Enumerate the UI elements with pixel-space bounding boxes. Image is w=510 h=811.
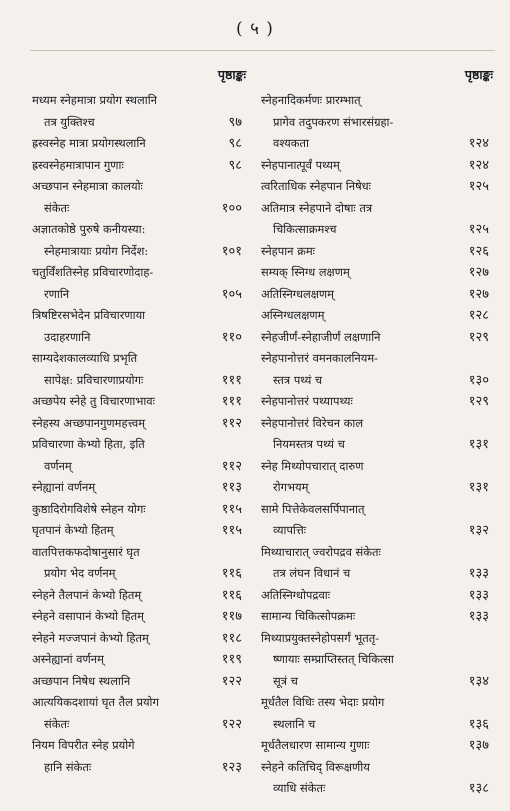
entry-title-continued: स्नेहमात्रायाः प्रयोग निर्देश: <box>44 243 149 258</box>
entry-page-number: ९८ <box>228 157 242 173</box>
entry-title: प्रविचारणा केभ्यो हिता, इति <box>32 437 145 451</box>
toc-entry <box>261 606 493 628</box>
entry-title-continued: रोगभयम् <box>273 480 309 494</box>
toc-entry <box>261 628 493 693</box>
entry-title-continued: रणानि <box>44 286 70 301</box>
toc-entry <box>261 262 493 284</box>
column-header: पृष्ठाङ्कः <box>464 67 493 82</box>
entry-page-number: १२९ <box>468 329 489 345</box>
toc-entry <box>32 391 246 413</box>
entry-title-continued: उदाहरणानि <box>44 329 91 344</box>
entry-title: नियम विपरीत स्नेह प्रयोगे <box>32 738 135 752</box>
entry-title: अच्छपान स्नेहमात्रा कालयोः <box>32 179 143 193</box>
entry-page-number: १२४ <box>468 136 489 151</box>
toc-entry <box>261 542 493 585</box>
entry-title-continued: वश्यकता <box>273 136 309 150</box>
entry-page-number: ११८ <box>221 630 242 646</box>
entry-page-number: १२५ <box>468 222 489 237</box>
entry-title-continued: सूत्रं च <box>273 673 298 688</box>
entry-page-number: १२८ <box>468 308 489 323</box>
entry-title-continued: चिकित्साक्रमश्च <box>273 222 337 236</box>
entry-title-continued: ष्णायाः सम्प्राप्तिस्तत् चिकित्सा <box>273 652 394 666</box>
entry-page-number: १३० <box>468 372 489 388</box>
toc-entry <box>32 606 246 628</box>
entry-title: मिथ्याप्रयुक्तस्नेहोपसर्गं भूततृ- <box>261 630 380 645</box>
toc-entry <box>261 241 493 263</box>
toc-entry <box>32 413 246 435</box>
entry-title: सामान्य चिकित्सोपक्रमः <box>261 609 356 623</box>
toc-entry <box>32 219 246 262</box>
entry-title: त्रिषष्टिरसभेदेन प्रविचारणाया <box>32 308 146 322</box>
toc-entry <box>32 585 246 607</box>
entry-title: स्नेहस्य अच्छपानगुणमहत्त्वम् <box>32 415 146 430</box>
entry-title: स्नेहपानोत्तरं पथ्यापथ्यः <box>261 394 353 408</box>
toc-entry <box>32 348 246 391</box>
entry-title: स्नेहपानात्पूर्वं पथ्यम् <box>261 157 340 172</box>
entry-title-continued: तत्र लंघन विधानं च <box>273 566 351 580</box>
entry-title: स्नेह मिथ्योपचारात् दारुण <box>261 458 364 473</box>
entry-title: अज्ञातकोष्ठे पुरुषे कनीयस्या: <box>32 222 146 236</box>
entry-title: अस्निग्धलक्षणम् <box>261 308 325 322</box>
toc-entry <box>261 327 493 349</box>
entry-title: कुष्ठादिरोगविशेषे स्नेहन योगः <box>32 501 146 516</box>
page-number: ( ५ ) <box>236 19 274 39</box>
entry-page-number: १२२ <box>221 673 242 689</box>
toc-entry <box>261 757 493 800</box>
entry-page-number: १३७ <box>468 738 489 753</box>
entry-title: स्नेहने वसापानं केभ्यो हितम् <box>32 609 144 623</box>
entry-page-number: १३३ <box>468 609 489 624</box>
entry-page-number: १२७ <box>468 265 489 280</box>
entry-page-number: १२२ <box>221 716 242 732</box>
entry-title: आत्ययिकदशायां घृत तैल प्रयोग <box>32 695 159 709</box>
entry-page-number: १३६ <box>468 716 489 732</box>
entry-title: अच्छपान निषेध स्थलानि <box>32 673 131 688</box>
entry-title-continued: नियमस्तत्र पथ्यं च <box>273 437 345 451</box>
toc-entry <box>32 671 246 693</box>
toc-entry <box>32 262 246 305</box>
entry-page-number: ११२ <box>221 415 242 431</box>
entry-page-number: ११५ <box>221 523 242 538</box>
entry-page-number: ११६ <box>221 587 242 603</box>
entry-page-number: ११६ <box>221 566 242 581</box>
entry-title-continued: हानि संकेतः <box>44 759 92 774</box>
toc-entry <box>261 585 493 607</box>
entry-title: मूर्धतैलधारण सामान्य गुणाः <box>261 738 370 752</box>
column-header: पृष्ठाङ्कः <box>217 67 246 82</box>
toc-entry <box>32 628 246 650</box>
entry-title-continued: संकेतः <box>44 200 70 215</box>
entry-page-number: १३८ <box>468 781 489 796</box>
entry-title-continued: सापेक्ष: प्रविचारणाप्रयोगः <box>44 372 144 387</box>
toc-entry <box>32 649 246 671</box>
entry-page-number: १३४ <box>468 673 489 689</box>
toc-entry <box>261 413 493 456</box>
entry-title: ह्रस्वस्नेह मात्रा प्रयोगस्थलानि <box>32 136 146 150</box>
entry-page-number: १२६ <box>468 243 489 259</box>
entry-title-continued: वर्णनम् <box>44 458 72 473</box>
entry-page-number: १२५ <box>468 179 489 194</box>
entry-page-number: ११७ <box>221 609 242 624</box>
entry-page-number: १२४ <box>468 157 489 173</box>
toc-entry <box>261 90 493 155</box>
toc-entry <box>261 692 493 735</box>
toc-entry <box>261 198 493 241</box>
header-rule <box>30 50 495 51</box>
entry-title-continued: स्तत्र पथ्यं च <box>273 372 323 387</box>
entry-page-number: ११५ <box>221 501 242 517</box>
entry-page-number: १२३ <box>221 759 242 775</box>
entry-page-number: ९७ <box>228 114 242 130</box>
toc-entry <box>32 176 246 219</box>
entry-page-number: ११९ <box>221 652 242 667</box>
entry-page-number: १३१ <box>468 437 489 452</box>
toc-entry <box>261 456 493 499</box>
entry-page-number: ११३ <box>221 480 242 495</box>
entry-page-number: १११ <box>221 394 242 409</box>
entry-title-continued: तत्र युक्तिश्च <box>44 114 95 129</box>
entry-title: घृतपानं केभ्यो हितम् <box>32 523 114 537</box>
entry-title: अस्नेह्यानां वर्णनम् <box>32 652 104 666</box>
toc-entry <box>261 305 493 327</box>
entry-title: स्नेहने मज्जपानं केभ्यो हितम् <box>32 630 149 645</box>
toc-entry <box>32 520 246 542</box>
entry-title: साम्यदेशकालव्याधि प्रभृति <box>32 351 138 365</box>
entry-title-continued: व्याधि संकेतः <box>273 781 326 795</box>
entry-page-number: १३१ <box>468 480 489 495</box>
entry-title: स्नेहने तैलपानं केभ्यो हितम् <box>32 587 142 602</box>
toc-entry <box>261 391 493 413</box>
toc-entry <box>32 692 246 735</box>
entry-title: वातपित्तकफदोषानुसारं घृत <box>32 544 140 559</box>
entry-title-continued: प्रागेव तदुपकरण संभारसंग्रहा- <box>273 114 394 129</box>
entry-page-number: १०५ <box>221 286 242 302</box>
entry-title: अतिमात्र स्नेहपाने दोषाः तत्र <box>261 200 373 215</box>
entry-title-continued: स्थलानि च <box>273 716 316 731</box>
entry-title: स्नेहपानोत्तरं विरेचन काल <box>261 415 364 430</box>
toc-entry <box>261 176 493 198</box>
entry-title: मध्यम स्नेहमात्रा प्रयोग स्थलानि <box>32 93 157 107</box>
entry-page-number: ११२ <box>221 458 242 474</box>
entry-title: स्नेहनादिकर्मणः प्रारम्भात् <box>261 93 361 107</box>
entry-title: ह्रस्वस्नेहमात्रापान गुणाः <box>32 157 124 172</box>
entry-title: अतिस्निग्धलक्षणम् <box>261 286 334 301</box>
entry-title: स्नेहपानोत्तरं वमनकालनियम- <box>261 351 378 365</box>
entry-title: स्नेह्यानां वर्णनम् <box>32 480 96 494</box>
entry-page-number: ९८ <box>228 136 242 151</box>
toc-entry <box>261 735 493 757</box>
entry-page-number: १११ <box>221 372 242 388</box>
entry-page-number: १२९ <box>468 394 489 409</box>
entry-page-number: १०० <box>221 200 242 216</box>
entry-page-number: १३२ <box>468 523 489 538</box>
entry-title-continued: प्रयोग भेद वर्णनम् <box>44 566 116 580</box>
toc-entry <box>261 155 493 177</box>
entry-title: सम्यक् स्निग्ध लक्षणम् <box>261 265 350 279</box>
toc-entry <box>32 735 246 778</box>
toc-entry <box>32 477 246 499</box>
entry-title: मूर्धतैल विधिः तस्य भेदाः प्रयोग <box>261 695 385 709</box>
toc-entry <box>32 434 246 477</box>
toc-entry <box>261 284 493 306</box>
toc-entry <box>32 499 246 521</box>
entry-title-continued: संकेतः <box>44 716 70 731</box>
entry-title: स्नेहजीर्णं-स्नेहाजीर्णं लक्षणानि <box>261 329 381 344</box>
entry-title: त्वरिताधिक स्नेहपान निषेधः <box>261 179 371 193</box>
entry-title: अतिस्निग्धोपद्रवाः <box>261 587 331 602</box>
entry-title: स्नेहने कतिचिद् विरूक्षणीय <box>261 759 370 774</box>
toc-entry <box>32 542 246 585</box>
entry-title: सामे पित्तेकेवलसर्पिपानात् <box>261 501 365 516</box>
toc-entry <box>32 133 246 155</box>
entry-page-number: १२७ <box>468 286 489 302</box>
entry-page-number: १३३ <box>468 587 489 603</box>
toc-entry <box>261 499 493 542</box>
entry-page-number: ११० <box>221 329 242 345</box>
entry-title-continued: व्यापत्तिः <box>273 523 307 537</box>
entry-title: मिथ्याचारात् ज्वरोपद्रव संकेतः <box>261 544 381 559</box>
contents-column-right <box>261 64 493 800</box>
toc-entry <box>261 348 493 391</box>
entry-title: अच्छपेय स्नेहे तु विचारणाभावः <box>32 394 155 408</box>
entry-title: स्नेहपान क्रमः <box>261 243 315 258</box>
contents-column-left <box>32 64 246 778</box>
toc-entry <box>32 155 246 177</box>
toc-entry <box>32 305 246 348</box>
toc-entry <box>32 90 246 133</box>
entry-page-number: १३३ <box>468 566 489 581</box>
entry-page-number: १०१ <box>221 243 242 259</box>
entry-title: चतुर्विंशतिस्नेह प्रविचारणोदाह- <box>32 265 154 279</box>
